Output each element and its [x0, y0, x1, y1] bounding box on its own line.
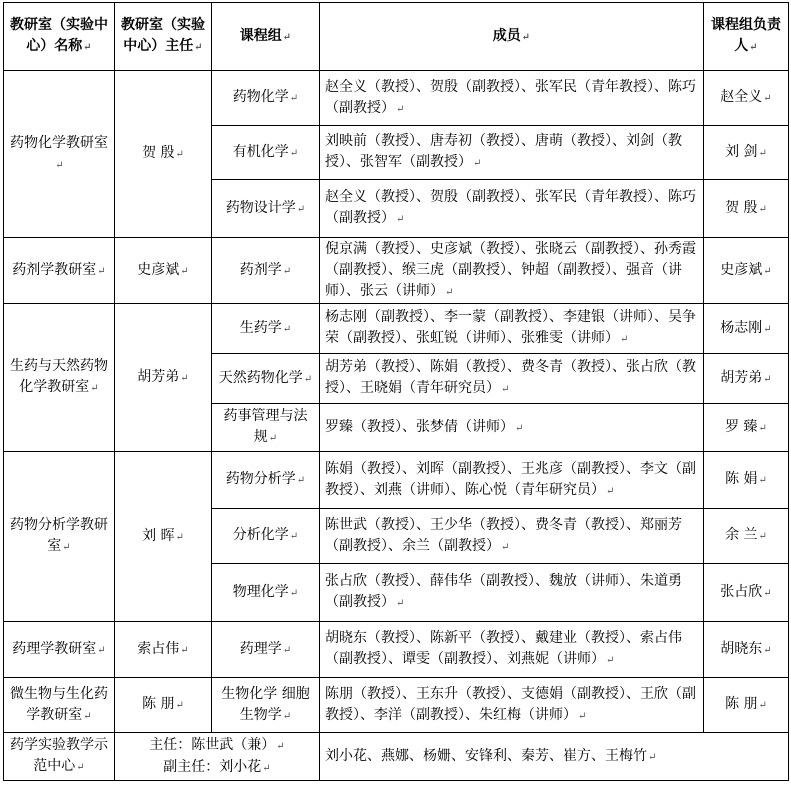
- table-row: [4, 71, 789, 126]
- course-name: 有机化学↵: [212, 126, 320, 180]
- center-directors: [115, 733, 320, 781]
- course-name: 天然药物化学↵: [212, 354, 320, 404]
- course-members: 张占欣（教授）、薛伟华（副教授）、魏放（讲师）、朱道勇（副教授）↵: [320, 564, 704, 622]
- header-lead: 课程组负责人↵: [704, 3, 789, 71]
- course-name: 药剂学↵: [212, 238, 320, 304]
- center-members: 刘小花、燕娜、杨姗、安锋利、秦芳、崔方、王梅竹↵: [320, 733, 789, 781]
- dept-director: 刘 晖↵: [115, 452, 212, 622]
- course-members: 陈娟（教授）、刘晖（副教授）、王兆彦（副教授）、李文（副教授）、刘燕（讲师）、陈心悦（青年研究员）↵: [320, 452, 704, 509]
- dept-director: 胡芳弟↵: [115, 304, 212, 452]
- dept-name: 药物化学教研室↵: [4, 71, 115, 238]
- dept-director: 史彦斌↵: [115, 238, 212, 304]
- dept-name: 药理学教研室↵: [4, 622, 115, 678]
- course-members: 胡晓东（教授）、陈新平（教授）、戴建业（教授）、索占伟（副教授）、谭雯（副教授）、刘燕妮（讲师）↵: [320, 622, 704, 678]
- course-lead: 刘 剑↵: [704, 126, 789, 180]
- course-name: 药事管理与法规↵: [212, 404, 320, 452]
- header-dept: 教研室（实验中心）名称↵: [4, 3, 115, 71]
- course-name: 生药学↵: [212, 304, 320, 354]
- course-name: 生物化学 细胞生物学↵: [212, 678, 320, 733]
- course-lead: 胡芳弟↵: [704, 354, 789, 404]
- course-name: 药物设计学↵: [212, 180, 320, 238]
- table-row: [4, 238, 789, 304]
- center-vice-line: 副主任：刘小花↵: [163, 758, 271, 775]
- course-members: 胡芳弟（教授）、陈娟（教授）、费冬青（教授）、张占欣（教授）、王晓娟（青年研究员）↵: [320, 354, 704, 404]
- center-director-line: 主任：陈世武（兼）↵: [149, 736, 285, 753]
- course-lead: 贺 殷↵: [704, 180, 789, 238]
- course-lead: 陈 娟↵: [704, 452, 789, 509]
- course-members: 倪京满（教授）、史彦斌（教授）、张晓云（副教授）、孙秀霞（副教授）、缑三虎（副教授）、钟超（副教授）、强音（讲师）、张云（讲师）↵: [320, 238, 704, 304]
- header-director: 教研室（实验中心）主任↵: [115, 3, 212, 71]
- course-lead: 杨志刚↵: [704, 304, 789, 354]
- course-name: 药物分析学↵: [212, 452, 320, 509]
- center-name: 药学实验教学示范中心↵: [4, 733, 115, 781]
- course-members: 赵全义（教授）、贺殷（副教授）、张军民（青年教授）、陈巧（副教授）↵: [320, 71, 704, 126]
- course-name: 药物化学↵: [212, 71, 320, 126]
- course-members: 赵全义（教授）、贺殷（副教授）、张军民（青年教授）、陈巧（副教授）↵: [320, 180, 704, 238]
- course-members: 罗臻（教授）、张梦倩（讲师）↵: [320, 404, 704, 452]
- staff-table: [3, 2, 789, 781]
- course-lead: 胡晓东↵: [704, 622, 789, 678]
- table-row: [4, 733, 789, 781]
- dept-director: 陈 朋↵: [115, 678, 212, 733]
- course-name: 物理化学↵: [212, 564, 320, 622]
- course-name: 药理学↵: [212, 622, 320, 678]
- course-lead: 余 兰↵: [704, 509, 789, 564]
- course-members: 刘映前（教授）、唐寿初（教授）、唐萌（教授）、刘剑（教授）、张智军（副教授）↵: [320, 126, 704, 180]
- table-row: [4, 452, 789, 509]
- header-members: 成员↵: [320, 3, 704, 71]
- dept-director: 贺 殷↵: [115, 71, 212, 238]
- table-row: [4, 304, 789, 354]
- dept-name: 微生物与生化药学教研室↵: [4, 678, 115, 733]
- header-row: [4, 3, 789, 71]
- dept-name: 药剂学教研室↵: [4, 238, 115, 304]
- course-members: 陈朋（教授）、王东升（教授）、支德娟（副教授）、王欣（副教授）、李洋（副教授）、朱红梅（讲师）↵: [320, 678, 704, 733]
- header-course: 课程组↵: [212, 3, 320, 71]
- table-row: [4, 678, 789, 733]
- course-lead: 张占欣↵: [704, 564, 789, 622]
- dept-director: 索占伟↵: [115, 622, 212, 678]
- dept-name: 生药与天然药物化学教研室↵: [4, 304, 115, 452]
- table-row: [4, 622, 789, 678]
- course-lead: 罗 臻↵: [704, 404, 789, 452]
- course-members: 陈世武（教授）、王少华（教授）、费冬青（教授）、郑丽芳（副教授）、余兰（副教授）↵: [320, 509, 704, 564]
- course-members: 杨志刚（副教授）、李一蒙（副教授）、李建银（讲师）、吴争荣（副教授）、张虹锐（讲师）、张雅雯（讲师）↵: [320, 304, 704, 354]
- course-lead: 陈 朋↵: [704, 678, 789, 733]
- dept-name: 药物分析学教研室↵: [4, 452, 115, 622]
- course-name: 分析化学↵: [212, 509, 320, 564]
- course-lead: 赵全义↵: [704, 71, 789, 126]
- course-lead: 史彦斌↵: [704, 238, 789, 304]
